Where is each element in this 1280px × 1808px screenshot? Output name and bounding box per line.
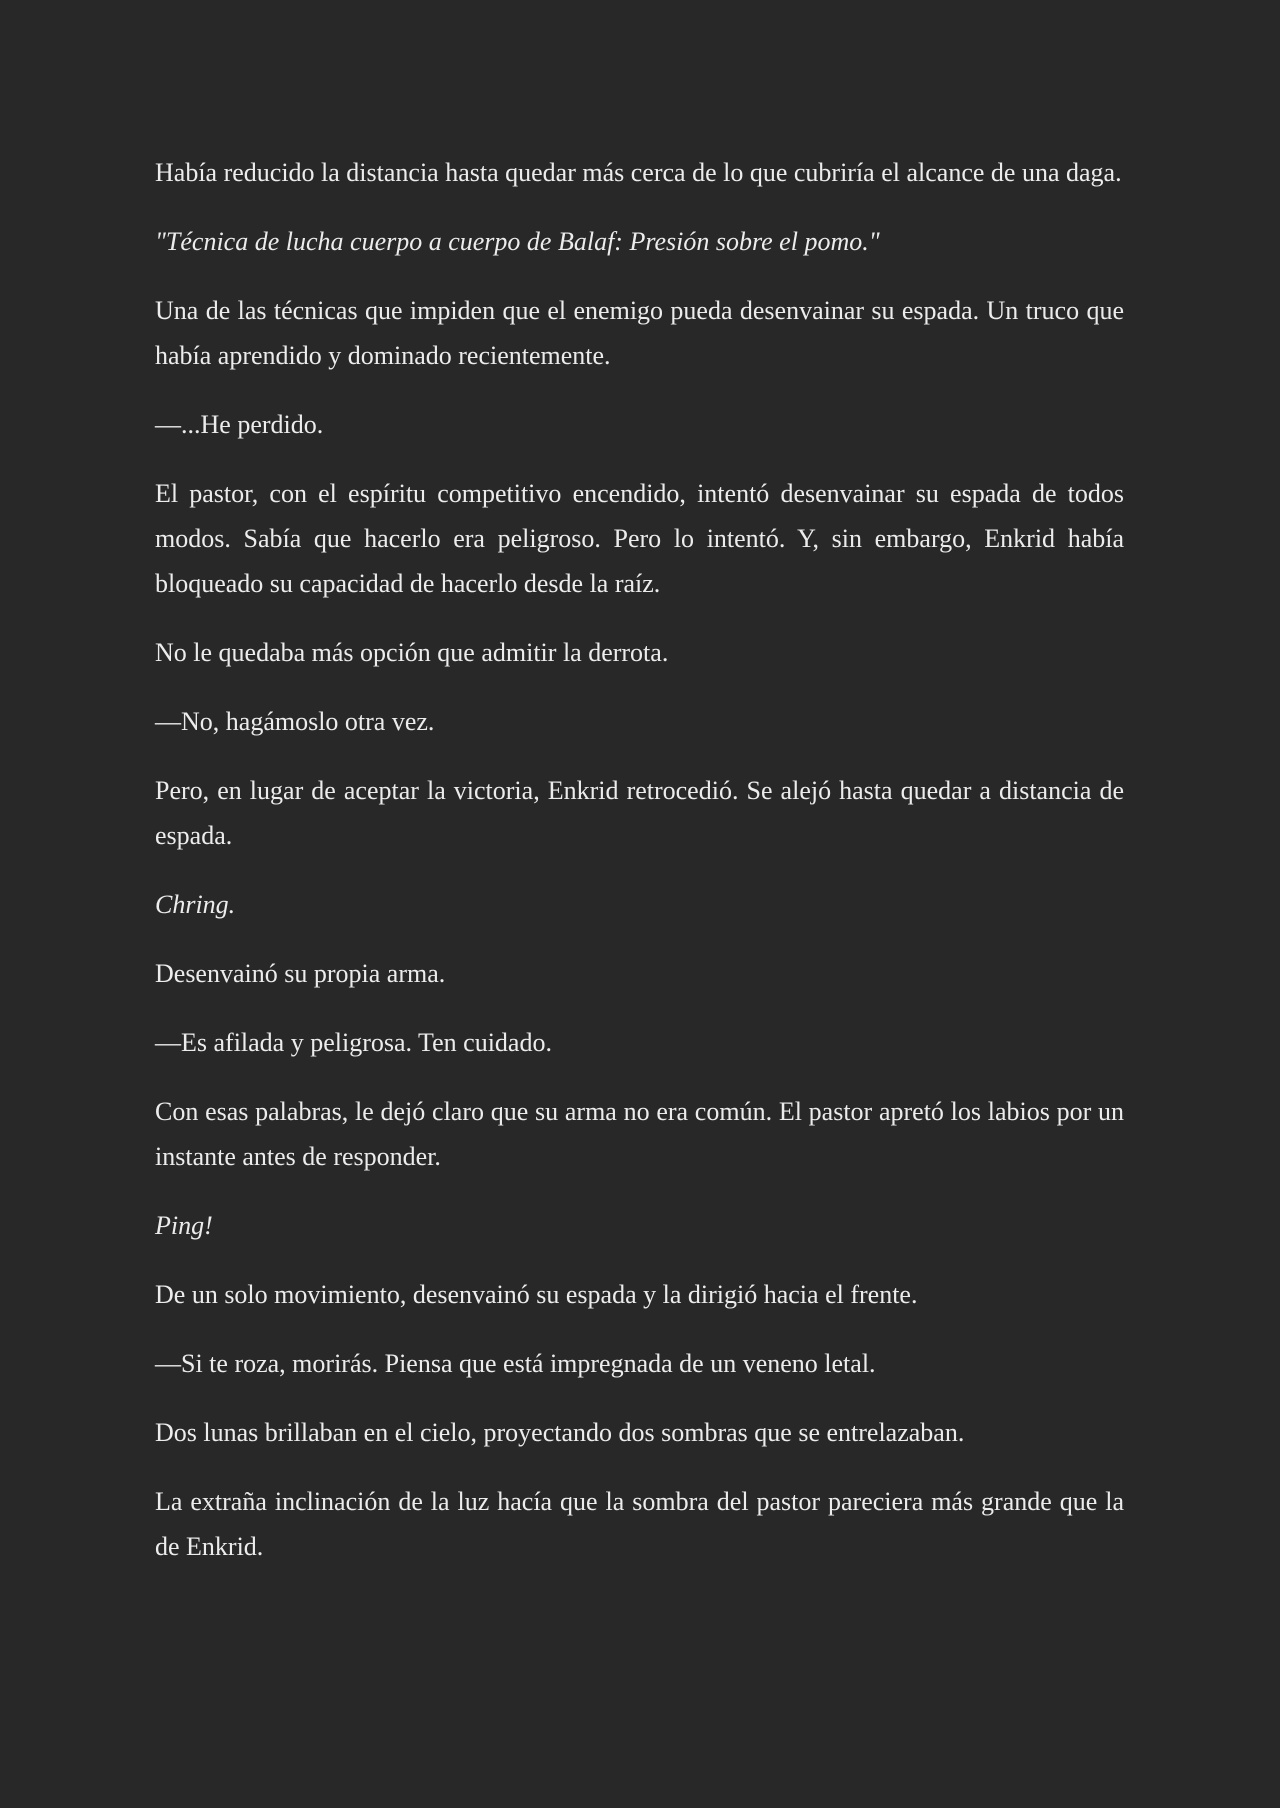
paragraph: Con esas palabras, le dejó claro que su arma no era común. El pastor apretó los labios por un instante antes de responder. — [155, 1097, 1124, 1171]
dialogue-line: —Si te roza, morirás. Piensa que está impregnada de un veneno letal. — [155, 1349, 876, 1378]
paragraph: Desenvainó su propia arma. — [155, 959, 446, 988]
paragraph: No le quedaba más opción que admitir la derrota. — [155, 638, 669, 667]
paragraph: El pastor, con el espíritu competitivo encendido, intentó desenvainar su espada de todos modos. Sabía que hacerlo era peligroso. Pero lo intentó. Y, sin embargo, Enkrid había bloqueado su capacidad de hacerlo desde la raíz. — [155, 479, 1124, 598]
dialogue-line: —Es afilada y peligrosa. Ten cuidado. — [155, 1028, 552, 1057]
paragraph: Dos lunas brillaban en el cielo, proyectando dos sombras que se entrelazaban. — [155, 1418, 965, 1447]
chapter-text — [155, 150, 1124, 1593]
paragraph: De un solo movimiento, desenvainó su espada y la dirigió hacia el frente. — [155, 1280, 918, 1309]
dialogue-line: —No, hagámoslo otra vez. — [155, 707, 435, 736]
paragraph: Pero, en lugar de aceptar la victoria, Enkrid retrocedió. Se alejó hasta quedar a distancia de espada. — [155, 776, 1124, 850]
paragraph: Una de las técnicas que impiden que el enemigo pueda desenvainar su espada. Un truco que había aprendido y dominado recientemente. — [155, 296, 1124, 370]
paragraph: La extraña inclinación de la luz hacía que la sombra del pastor pareciera más grande que la de Enkrid. — [155, 1487, 1124, 1561]
dialogue-line: —...He perdido. — [155, 410, 324, 439]
paragraph-italic: "Técnica de lucha cuerpo a cuerpo de Balaf: Presión sobre el pomo." — [155, 227, 880, 256]
sound-effect: Chring. — [155, 890, 236, 919]
sound-effect: Ping! — [155, 1211, 213, 1240]
paragraph: Había reducido la distancia hasta quedar más cerca de lo que cubriría el alcance de una daga. — [155, 158, 1122, 187]
